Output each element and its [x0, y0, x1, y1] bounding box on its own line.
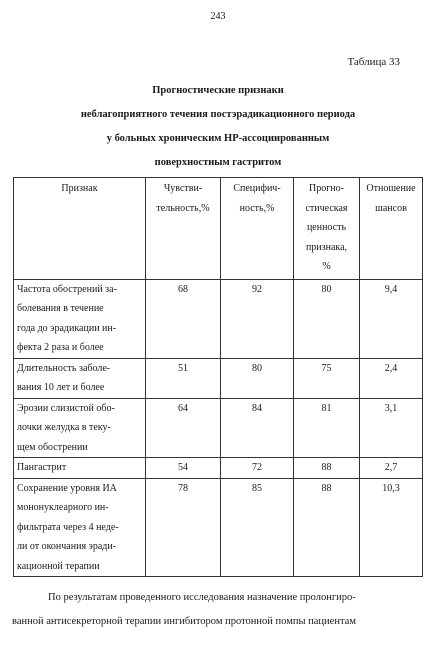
- value-cell: 3,1: [360, 398, 423, 458]
- paragraph-line: ванной антисекреторной терапии ингибитором протонной помпы пациентам: [12, 616, 356, 627]
- table-row: [14, 398, 423, 458]
- value-cell: 54: [146, 458, 221, 479]
- table-header-row: [14, 178, 423, 280]
- paragraph-line: [12, 586, 422, 610]
- page-number: 243: [210, 11, 226, 22]
- value-cell: 9,4: [360, 279, 423, 358]
- sign-cell: Пангастрит: [14, 458, 146, 479]
- title-line: неблагоприятного течения постэрадикационного периода: [80, 109, 356, 120]
- table-row: [14, 458, 423, 479]
- column-header: Признак: [14, 178, 146, 280]
- table-row: [14, 358, 423, 398]
- value-cell: 72: [221, 458, 294, 479]
- value-cell: 75: [294, 358, 360, 398]
- value-cell: 85: [221, 478, 294, 577]
- paragraph-text: По результатам проведенного исследования назначение пролонгиро-: [48, 592, 356, 603]
- table-title: [0, 79, 436, 175]
- title-line: Прогностические признаки: [152, 85, 284, 96]
- value-cell: 68: [146, 279, 221, 358]
- column-header: Отношение шансов: [360, 178, 423, 280]
- value-cell: 80: [294, 279, 360, 358]
- table-row: [14, 279, 423, 358]
- value-cell: 2,7: [360, 458, 423, 479]
- value-cell: 88: [294, 478, 360, 577]
- value-cell: 51: [146, 358, 221, 398]
- sign-cell: Частота обострений за- болевания в течение года до эрадикации ин- фекта 2 раза и более: [14, 279, 146, 358]
- column-header: Прогно- стическая ценность признака, %: [294, 178, 360, 280]
- title-line: у больных хроническим НР-ассоциированным: [106, 133, 330, 144]
- table-row: [14, 478, 423, 577]
- value-cell: 92: [221, 279, 294, 358]
- value-cell: 81: [294, 398, 360, 458]
- title-line: поверхностным гастритом: [154, 157, 282, 168]
- value-cell: 2,4: [360, 358, 423, 398]
- sign-cell: Длительность заболе- вания 10 лет и более: [14, 358, 146, 398]
- value-cell: 78: [146, 478, 221, 577]
- prognostic-signs-table: [13, 177, 423, 577]
- column-header: Чувстви- тельность,%: [146, 178, 221, 280]
- value-cell: 84: [221, 398, 294, 458]
- sign-cell: Эрозии слизистой обо- лочки желудка в теку- щем обострении: [14, 398, 146, 458]
- table-label: Таблица 33: [347, 56, 400, 68]
- body-paragraph: [12, 586, 422, 634]
- value-cell: 64: [146, 398, 221, 458]
- value-cell: 88: [294, 458, 360, 479]
- column-header: Специфич- ность,%: [221, 178, 294, 280]
- sign-cell: Сохранение уровня ИА мононуклеарного ин- фильтрата через 4 неде- ли от окончания эради- кационной терапии: [14, 478, 146, 577]
- value-cell: 10,3: [360, 478, 423, 577]
- value-cell: 80: [221, 358, 294, 398]
